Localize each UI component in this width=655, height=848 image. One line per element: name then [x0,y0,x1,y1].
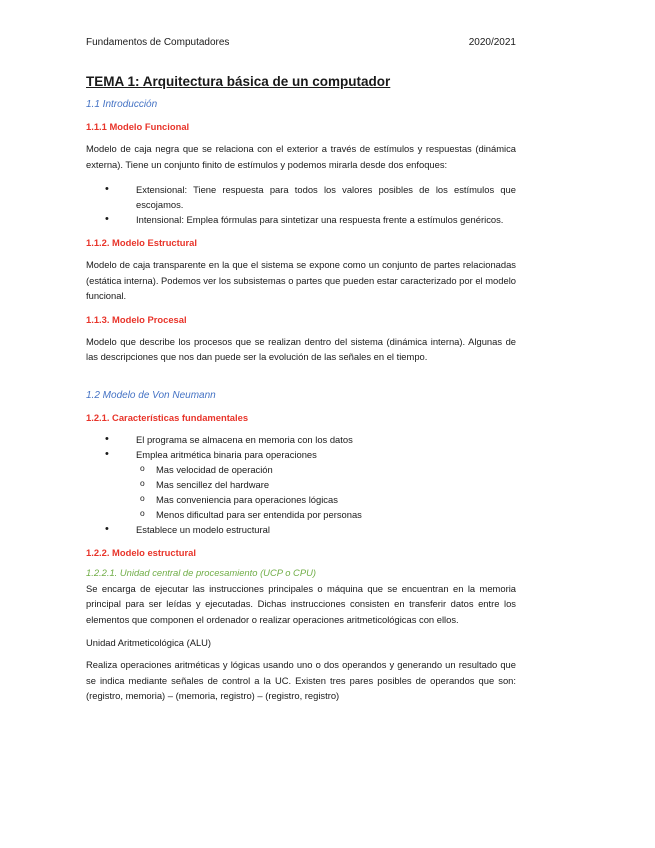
section-1-2-1-heading: 1.2.1. Características fundamentales [86,411,249,423]
enfoques-list [86,182,516,227]
header-year: 2020/2021 [468,37,516,48]
list-item: • El programa se almacena en memoria con los datos [86,432,516,447]
header-course: Fundamentos de Computadores [86,37,230,48]
sub-list [136,462,516,522]
section-1-1-3-paragraph: Modelo que describe los procesos que se realizan dentro del sistema (dinámica interna). Algunas de las descripciones que nos dan puede ser la evolución de las señales en el tiempo. [86,335,516,362]
alu-paragraph: Realiza operaciones aritméticas y lógicas usando uno o dos operandos y generando un resultado que se indica mediante señales de control a la UC. Existen tres pares posibles de operandos que son: (registro, memoria) – (memoria, registro) – (registro, registro) [86,659,516,701]
section-1-1-2-heading: 1.1.2. Modelo Estructural [86,237,197,248]
sub-list-item: o Mas conveniencia para operaciones lógicas [136,492,516,507]
sub-list-item: o Menos dificultad para ser entendida por personas [136,507,516,522]
list-item: • Intensional: Emplea fórmulas para sintetizar una respuesta frente a estímulos genéricos. [86,212,516,227]
sub-list-item: o Mas sencillez del hardware [136,477,516,492]
document-content [86,74,516,714]
section-1-2-2-heading: 1.2.2. Modelo estructural [86,546,196,558]
list-item: • Establece un modelo estructural [86,522,516,537]
section-1-1-1-paragraph: Modelo de caja negra que se relaciona con el exterior a través de estímulos y respuestas (dinámica externa). Tiene un conjunto finito de estímulos y podemos mirarla desde dos enfoques: [86,143,516,170]
section-1-1-3-heading: 1.1.3. Modelo Procesal [86,313,187,325]
section-1-1-1-heading: 1.1.1 Modelo Funcional [86,121,190,132]
sub-list-item: o Mas velocidad de operación [136,462,516,477]
list-item: • Extensional: Tiene respuesta para todos los valores posibles de los estímulos que escojamos. [86,182,516,212]
section-1-2-2-1-heading: 1.2.2.1. Unidad central de procesamiento (UCP o CPU) [86,566,316,578]
list-item [86,447,516,522]
document-title: TEMA 1: Arquitectura básica de un computador [86,74,391,89]
list-item-text: Emplea aritmética binaria para operaciones [136,448,317,460]
alu-heading: Unidad Aritmeticológica (ALU) [86,637,212,648]
section-1-2-heading: 1.2 Modelo de Von Neumann [86,389,216,401]
caracteristicas-list [86,432,516,537]
section-1-1-2-paragraph: Modelo de caja transparente en la que el sistema se expone como un conjunto de partes relacionadas (estática interna). Podemos ver los subsistemas o partes que pueden estar caracterizado por el modelo funcional. [86,259,516,301]
section-1-1-heading: 1.1 Introducción [86,99,158,110]
section-1-2-2-1-paragraph: Se encarga de ejecutar las instrucciones principales o máquina que se encuentran en la memoria principal para ser leídas y ejecutadas. Dichas instrucciones consisten en transferir datos entre los elementos que componen el ordenador o realizar operaciones aritmeticológicas con ellos. [86,582,516,625]
